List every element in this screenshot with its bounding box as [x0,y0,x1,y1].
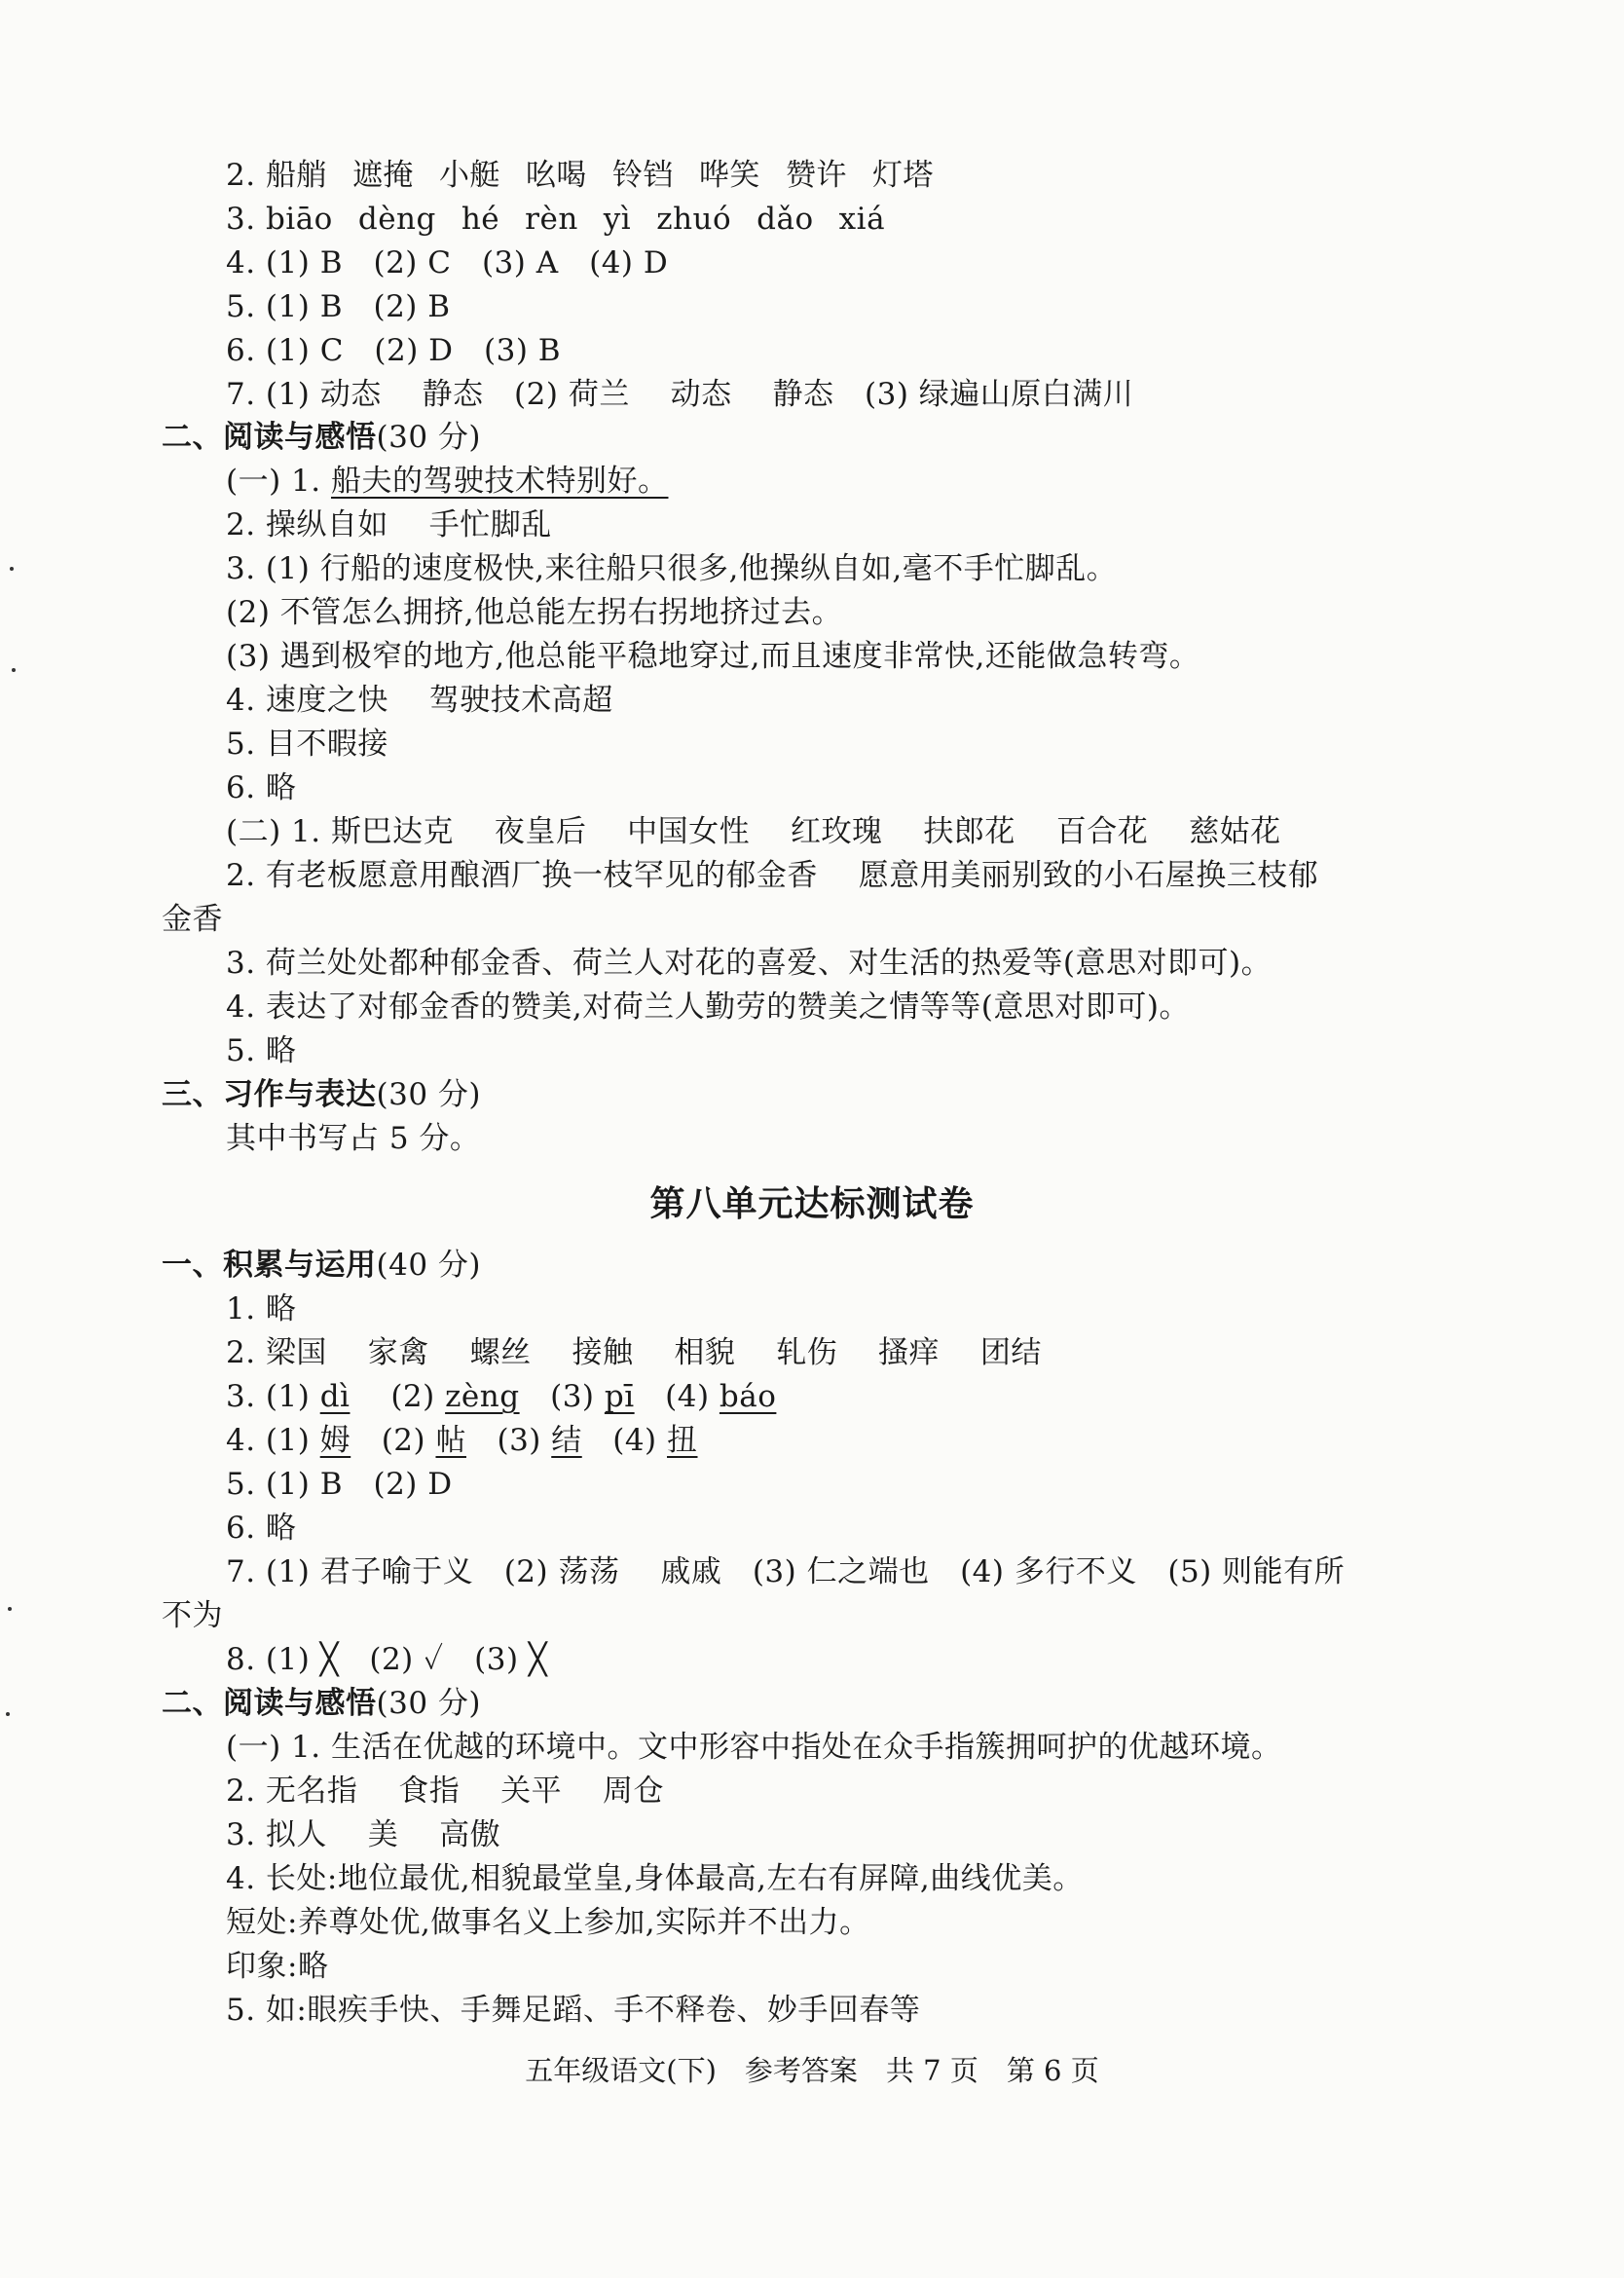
reading2-line-2b: 金香 [162,902,223,937]
scan-speck [6,1712,10,1716]
underlined-answer: pī [604,1379,635,1414]
unit8-reading-5: 5. 如:眼疾手快、手舞足蹈、手不释卷、妙手回春等 [226,1993,921,2028]
item-marker: (4) [634,1379,720,1414]
unit8-answer-8: 8. (1) ╳ (2) ✓ (3) ╳ [226,1642,548,1677]
reading1-line-8: 6. 略 [226,770,297,805]
item-number: 2. [226,158,256,193]
section-score: (30 分) [376,1077,481,1112]
word-item: 铃铛 [611,158,674,193]
underlined-answer: dì [319,1379,351,1414]
unit8-reading-4-short: 短处:养尊处优,做事名义上参加,实际并不出力。 [226,1905,870,1940]
section-title: 三、习作与表达 [162,1077,377,1112]
unit8-answer-1: 1. 略 [226,1291,297,1326]
unit-title: 第八单元达标测试卷 [649,1184,975,1224]
underlined-answer: báo [719,1379,777,1414]
reading2-line-3: 3. 荷兰处处都种郁金香、荷兰人对花的喜爱、对生活的热爱等(意思对即可)。 [226,946,1273,981]
word-item: 遮掩 [351,158,414,193]
word-list [266,158,959,193]
item-number: 3. [226,202,256,237]
section-title: 二、阅读与感悟 [162,1686,377,1721]
item-marker: (3) [519,1379,605,1414]
section-heading-reading [162,416,481,459]
pinyin-item: dèng [357,202,436,237]
pinyin-list [266,202,910,237]
pinyin-item: rèn [525,202,578,237]
section-score: (30 分) [376,420,481,455]
reading1-line-1 [226,460,668,503]
scan-speck [8,1607,12,1611]
underlined-answer: 帖 [435,1423,466,1458]
unit8-answer-7a: 7. (1) 君子喻于义 (2) 荡荡 戚戚 (3) 仁之端也 (4) 多行不义 (5) 则能有所 [226,1554,1346,1589]
unit8-answer-5: 5. (1) B (2) D [226,1467,453,1502]
item-number: 3. (1) [226,1379,320,1414]
word-item: 小艇 [438,158,500,193]
unit8-reading-3: 3. 拟人 美 高傲 [226,1817,501,1852]
pinyin-item: hé [461,202,500,237]
reading1-line-7: 5. 目不暇接 [226,727,388,762]
item-marker: (4) [581,1423,667,1458]
section-heading-reading-unit8 [162,1682,481,1725]
section-title: 一、积累与运用 [162,1248,377,1283]
section-title: 二、阅读与感悟 [162,420,377,455]
answer-line-2 [226,154,959,197]
unit8-reading-2: 2. 无名指 食指 关平 周仓 [226,1774,664,1809]
word-item: 赞许 [785,158,847,193]
reading2-line-1: (二) 1. 斯巴达克 夜皇后 中国女性 红玫瑰 扶郎花 百合花 慈姑花 [226,814,1281,849]
pinyin-item: dǎo [757,202,814,237]
answer-line-5: 5. (1) B (2) B [226,289,451,324]
section-score: (40 分) [376,1248,481,1283]
scan-speck [10,567,14,571]
unit8-answer-3 [226,1375,776,1418]
underlined-answer: 扭 [667,1423,698,1458]
unit8-answer-2: 2. 梁国 家禽 螺丝 接触 相貌 轧伤 搔痒 团结 [226,1335,1042,1370]
underlined-answer: 姆 [319,1423,351,1458]
pinyin-item: yì [603,202,632,237]
answer-line-7: 7. (1) 动态 静态 (2) 荷兰 动态 静态 (3) 绿遍山原白满川 [226,377,1134,412]
unit8-reading-4-impression: 印象:略 [226,1949,329,1984]
writing-note: 其中书写占 5 分。 [226,1121,481,1156]
section-heading-accumulation [162,1244,481,1287]
unit8-reading-4: 4. 长处:地位最优,相貌最堂皇,身体最高,左右有屏障,曲线优美。 [226,1861,1084,1896]
reading1-line-2: 2. 操纵自如 手忙脚乱 [226,507,552,542]
section-heading-writing [162,1073,481,1116]
answer-line-3 [226,198,910,241]
pinyin-item: biāo [265,202,333,237]
item-marker: (2) [350,1379,446,1414]
reading2-line-5: 5. 略 [226,1033,297,1068]
section-score: (30 分) [376,1686,481,1721]
answer-line-6: 6. (1) C (2) D (3) B [226,333,562,368]
scan-speck [12,668,16,672]
reading2-line-4: 4. 表达了对郁金香的赞美,对荷兰人勤劳的赞美之情等等(意思对即可)。 [226,990,1190,1025]
word-item: 哗笑 [698,158,760,193]
pinyin-item: zhuó [656,202,732,237]
pinyin-item: xiá [838,202,886,237]
unit8-reading-1: (一) 1. 生活在优越的环境中。文中形容中指处在众手指簇拥呵护的优越环境。 [226,1730,1282,1765]
underlined-answer: 结 [551,1423,582,1458]
page-footer: 五年级语文(下) 参考答案 共 7 页 第 6 页 [525,2054,1099,2087]
word-item: 灯塔 [871,158,934,193]
answer-line-4: 4. (1) B (2) C (3) A (4) D [226,245,669,280]
underlined-answer: zèng [445,1379,520,1414]
item-number: (一) 1. [226,464,321,499]
reading2-line-2a: 2. 有老板愿意用酿酒厂换一枝罕见的郁金香 愿意用美丽别致的小石屋换三枝郁 [226,858,1319,893]
reading1-line-6: 4. 速度之快 驾驶技术高超 [226,683,613,718]
unit8-answer-4 [226,1419,698,1462]
reading1-line-5: (3) 遇到极窄的地方,他总能平稳地穿过,而且速度非常快,还能做急转弯。 [226,639,1200,674]
word-item: 吆喝 [525,158,587,193]
unit8-answer-6: 6. 略 [226,1511,297,1546]
reading1-line-3: 3. (1) 行船的速度极快,来往船只很多,他操纵自如,毫不手忙脚乱。 [226,551,1118,586]
item-number: 4. (1) [226,1423,320,1458]
word-item: 船艄 [265,158,327,193]
reading1-line-4: (2) 不管怎么拥挤,他总能左拐右拐地挤过去。 [226,595,843,630]
item-marker: (3) [465,1423,552,1458]
item-marker: (2) [351,1423,436,1458]
underlined-answer: 船夫的驾驶技术特别好。 [330,464,669,499]
unit8-answer-7b: 不为 [162,1598,223,1633]
